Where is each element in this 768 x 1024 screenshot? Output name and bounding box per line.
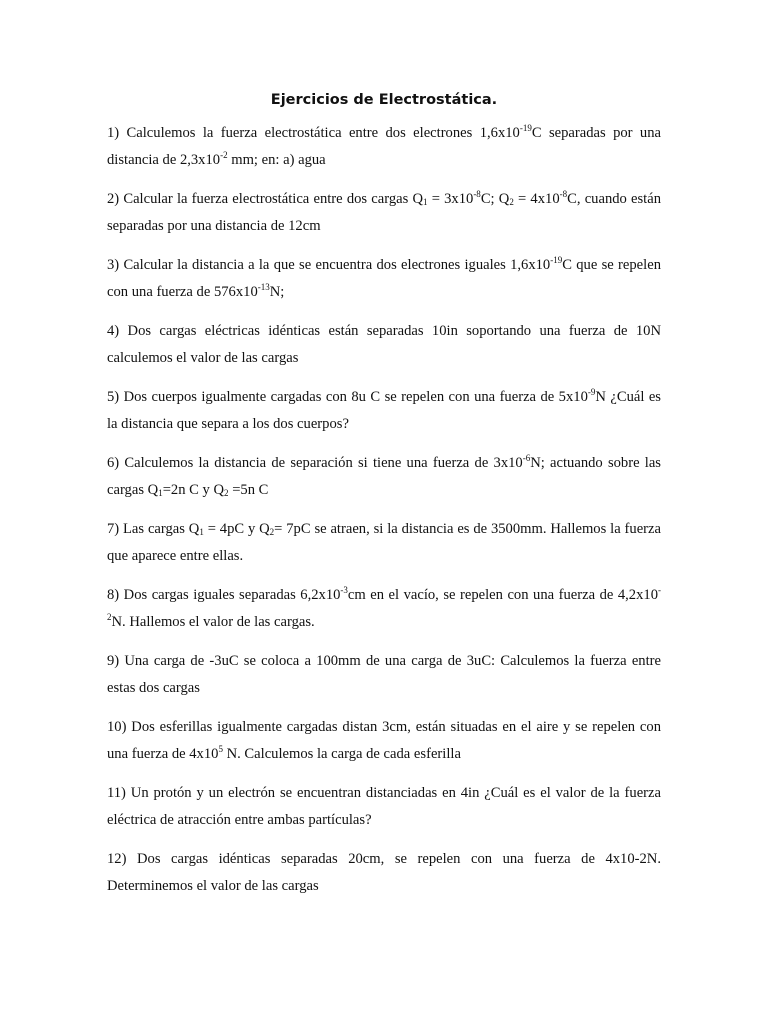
exercise-text: cm en el vacío, se repelen con una fuerza de 4,2x10	[347, 587, 658, 603]
exercise-text: 10) Dos esferillas igualmente cargadas distan 3cm, están situadas en el aire y se repelen con una fuerza de 4x10	[107, 719, 661, 762]
exercise-text: C; Q	[480, 191, 510, 207]
exercise-text: C separadas por una distancia de 2,3x10	[107, 125, 661, 168]
exercise-text: =5n C	[228, 481, 269, 498]
subscript-text: 2	[269, 527, 275, 537]
exercise-text: 4) Dos cargas eléctricas idénticas están separadas 10in soportando una fuerza de 10N calculemos el valor de las cargas	[107, 323, 661, 366]
exercise-text: N. Calculemos la carga de cada esferilla	[222, 745, 461, 762]
exercise-text: N; actuando sobre las cargas Q	[107, 455, 661, 498]
exponent-text: -19	[550, 255, 563, 265]
exercise-text: = 4pC y Q	[203, 521, 270, 537]
exercise-text: 9) Una carga de -3uC se coloca a 100mm de una carga de 3uC: Calculemos la fuerza entre estas dos cargas	[107, 653, 661, 696]
exponent-text: -6	[522, 453, 531, 463]
exponent-text: -13	[257, 281, 270, 292]
exercise-text: 12) Dos cargas idénticas separadas 20cm, se repelen con una fuerza de 4x10-2N. Determinemos el valor de las cargas	[107, 851, 661, 894]
exercise-item	[107, 582, 661, 635]
exponent-text: -3	[340, 585, 348, 595]
exercise-text: N;	[269, 283, 285, 300]
exercise-text: C que se repelen con una fuerza de 576x10	[107, 257, 661, 300]
exponent-text: -8	[473, 189, 481, 199]
exercise-list	[107, 120, 661, 912]
exercise-text: N ¿Cuál es la distancia que separa a los dos cuerpos?	[107, 389, 661, 432]
subscript-text: 2	[224, 487, 229, 498]
exercise-text: mm; en: a) agua	[227, 151, 326, 168]
exercise-item	[107, 648, 661, 701]
exercise-text: 1) Calculemos la fuerza electrostática entre dos electrones 1,6x10	[107, 125, 520, 141]
exercise-item	[107, 384, 661, 437]
exercise-text: C, cuando están separadas por una distancia de 12cm	[107, 191, 662, 234]
exponent-text: 5	[218, 743, 223, 754]
exercise-item	[107, 714, 661, 767]
subscript-text: 1	[158, 487, 163, 498]
exponent-text: -19	[519, 123, 532, 133]
exercise-text: 3) Calcular la distancia a la que se encuentra dos electrones iguales 1,6x10	[107, 257, 551, 273]
exercise-text: N. Hallemos el valor de las cargas.	[111, 613, 315, 630]
subscript-text: 2	[509, 197, 514, 207]
exponent-text: -2	[220, 149, 228, 160]
exercise-text: = 7pC se atraen, si la distancia es de 3500mm. Hallemos la fuerza que aparece entre ellas.	[107, 521, 661, 564]
subscript-text: 1	[423, 197, 428, 207]
exercise-item	[107, 318, 661, 371]
exercise-text: 6) Calculemos la distancia de separación si tiene una fuerza de 3x10	[107, 455, 523, 471]
subscript-text: 1	[199, 527, 204, 537]
exponent-text: -8	[559, 189, 568, 199]
exercise-item	[107, 186, 661, 239]
exercise-text: =2n C y Q	[162, 481, 225, 498]
exercise-item	[107, 846, 661, 899]
exercise-item	[107, 120, 661, 173]
exercise-text: 8) Dos cargas iguales separadas 6,2x10	[107, 587, 341, 603]
exercise-text: 11) Un protón y un electrón se encuentran distanciadas en 4in ¿Cuál es el valor de la fuerza eléctrica de atracción entre ambas partículas?	[107, 785, 661, 828]
exercise-text: = 3x10	[427, 191, 474, 207]
exponent-text: -9	[587, 387, 596, 397]
exponent-text: -2	[107, 585, 661, 622]
exercise-item	[107, 780, 661, 833]
document-title: Ejercicios de Electrostática.	[270, 92, 498, 108]
exercise-text: 5) Dos cuerpos igualmente cargadas con 8u C se repelen con una fuerza de 5x10	[107, 389, 588, 405]
exercise-item	[107, 450, 661, 503]
exercise-item	[107, 516, 661, 569]
exercise-text: 7) Las cargas Q	[107, 521, 200, 537]
exercise-text: = 4x10	[513, 191, 560, 207]
exercise-item	[107, 252, 661, 305]
exercise-text: 2) Calcular la fuerza electrostática entre dos cargas Q	[107, 191, 424, 207]
